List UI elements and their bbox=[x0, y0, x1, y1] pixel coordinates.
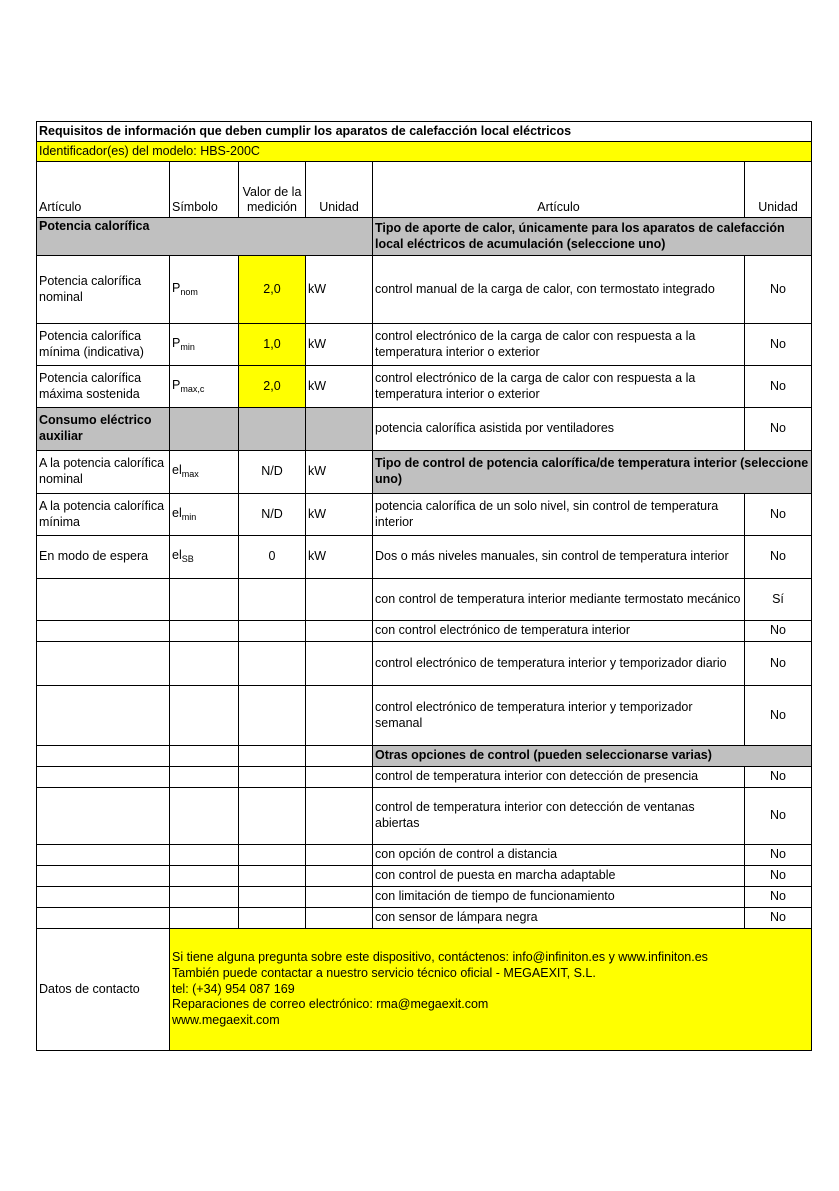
table-row bbox=[37, 887, 812, 908]
right-row-unit: No bbox=[745, 866, 812, 887]
contact-line: www.megaexit.com bbox=[172, 1012, 280, 1027]
row-label: Potencia calorífica nominal bbox=[37, 256, 170, 324]
table-row bbox=[37, 767, 812, 788]
right-row-label: control manual de la carga de calor, con termostato integrado bbox=[373, 256, 745, 324]
row-value: 2,0 bbox=[239, 256, 306, 324]
right-row-label: con sensor de lámpara negra bbox=[373, 908, 745, 929]
table-row bbox=[37, 579, 812, 621]
row-value: 1,0 bbox=[239, 324, 306, 366]
table-row bbox=[37, 788, 812, 845]
section-control-type: Tipo de control de potencia calorífica/de temperatura interior (seleccione uno) bbox=[373, 451, 812, 494]
right-row-label: con opción de control a distancia bbox=[373, 845, 745, 866]
right-row-unit: No bbox=[745, 642, 812, 686]
table-row bbox=[37, 408, 812, 451]
table-row bbox=[37, 451, 812, 494]
section-auxiliary-consumption: Consumo eléctrico auxiliar bbox=[37, 408, 170, 451]
right-row-label: control electrónico de temperatura interior y temporizador semanal bbox=[373, 686, 745, 746]
model-identifier: Identificador(es) del modelo: HBS-200C bbox=[37, 142, 812, 162]
row-value: 0 bbox=[239, 536, 306, 579]
row-value: N/D bbox=[239, 494, 306, 536]
right-row-unit: No bbox=[745, 908, 812, 929]
table-row bbox=[37, 621, 812, 642]
table-row bbox=[37, 845, 812, 866]
table-row bbox=[37, 494, 812, 536]
row-unit: kW bbox=[306, 494, 373, 536]
right-row-unit: No bbox=[745, 494, 812, 536]
table-row bbox=[37, 536, 812, 579]
table-row bbox=[37, 366, 812, 408]
right-row-label: control electrónico de la carga de calor con respuesta a la temperatura interior o exterior bbox=[373, 366, 745, 408]
right-row-label: con limitación de tiempo de funcionamiento bbox=[373, 887, 745, 908]
table-row bbox=[37, 324, 812, 366]
right-row-label: potencia calorífica de un solo nivel, sin control de temperatura interior bbox=[373, 494, 745, 536]
contact-line: También puede contactar a nuestro servicio técnico oficial - MEGAEXIT, S.L. bbox=[172, 966, 596, 981]
row-symbol: $el_{max}$ bbox=[170, 451, 239, 494]
right-row-label: control de temperatura interior con detección de presencia bbox=[373, 767, 745, 788]
row-unit: kW bbox=[306, 366, 373, 408]
table-row bbox=[37, 866, 812, 887]
right-row-label: control electrónico de la carga de calor con respuesta a la temperatura interior o exterior bbox=[373, 324, 745, 366]
right-row-unit: No bbox=[745, 788, 812, 845]
right-row-label: Dos o más niveles manuales, sin control de temperatura interior bbox=[373, 536, 745, 579]
right-row-unit: No bbox=[745, 887, 812, 908]
table-row bbox=[37, 256, 812, 324]
row-symbol: $el_{SB}$ bbox=[170, 536, 239, 579]
header-item-right: Artículo bbox=[373, 162, 745, 218]
section-storage-type: Tipo de aporte de calor, únicamente para los aparatos de calefacción local eléctricos de acumulación (seleccione uno) bbox=[373, 218, 812, 256]
row-unit: kW bbox=[306, 256, 373, 324]
right-row-unit: No bbox=[745, 767, 812, 788]
header-unit-left: Unidad bbox=[306, 162, 373, 218]
right-row-unit: Sí bbox=[745, 579, 812, 621]
right-row-unit: No bbox=[745, 408, 812, 451]
row-value: N/D bbox=[239, 451, 306, 494]
header-item-left: Artículo bbox=[37, 162, 170, 218]
contact-row bbox=[37, 929, 812, 1051]
section-heat-output: Potencia calorífica bbox=[37, 218, 373, 256]
contact-info bbox=[170, 929, 812, 1051]
table-row bbox=[37, 908, 812, 929]
row-value: 2,0 bbox=[239, 366, 306, 408]
right-row-unit: No bbox=[745, 366, 812, 408]
info-requirements-table bbox=[36, 121, 812, 1051]
row-label: A la potencia calorífica mínima bbox=[37, 494, 170, 536]
row-label: A la potencia calorífica nominal bbox=[37, 451, 170, 494]
row-unit: kW bbox=[306, 451, 373, 494]
right-row-label: con control de temperatura interior mediante termostato mecánico bbox=[373, 579, 745, 621]
right-row-label: potencia calorífica asistida por ventiladores bbox=[373, 408, 745, 451]
right-row-label: control de temperatura interior con detección de ventanas abiertas bbox=[373, 788, 745, 845]
right-row-unit: No bbox=[745, 256, 812, 324]
contact-line: tel: (+34) 954 087 169 bbox=[172, 981, 295, 996]
table-row bbox=[37, 746, 812, 767]
right-row-unit: No bbox=[745, 536, 812, 579]
row-symbol: $el_{min}$ bbox=[170, 494, 239, 536]
section-other-options: Otras opciones de control (pueden seleccionarse varias) bbox=[373, 746, 812, 767]
row-label: En modo de espera bbox=[37, 536, 170, 579]
header-value: Valor de la medición bbox=[239, 162, 306, 218]
table-row bbox=[37, 642, 812, 686]
row-symbol: $P_{min}$ bbox=[170, 324, 239, 366]
header-symbol: Símbolo bbox=[170, 162, 239, 218]
right-row-label: con control electrónico de temperatura interior bbox=[373, 621, 745, 642]
contact-line: Reparaciones de correo electrónico: rma@megaexit.com bbox=[172, 997, 489, 1012]
row-label: Potencia calorífica máxima sostenida bbox=[37, 366, 170, 408]
right-row-label: con control de puesta en marcha adaptable bbox=[373, 866, 745, 887]
table-title: Requisitos de información que deben cumplir los aparatos de calefacción local eléctricos bbox=[37, 122, 812, 142]
right-row-unit: No bbox=[745, 845, 812, 866]
row-unit: kW bbox=[306, 324, 373, 366]
row-symbol: $P_{max,c}$ bbox=[170, 366, 239, 408]
right-row-unit: No bbox=[745, 324, 812, 366]
row-unit: kW bbox=[306, 536, 373, 579]
row-symbol: $P_{nom}$ bbox=[170, 256, 239, 324]
right-row-unit: No bbox=[745, 686, 812, 746]
contact-label: Datos de contacto bbox=[37, 929, 170, 1051]
header-unit-right: Unidad bbox=[745, 162, 812, 218]
row-label: Potencia calorífica mínima (indicativa) bbox=[37, 324, 170, 366]
contact-line: Si tiene alguna pregunta sobre este dispositivo, contáctenos: info@infiniton.es y www.infiniton.es bbox=[172, 950, 708, 965]
table-row bbox=[37, 686, 812, 746]
right-row-unit: No bbox=[745, 621, 812, 642]
right-row-label: control electrónico de temperatura interior y temporizador diario bbox=[373, 642, 745, 686]
